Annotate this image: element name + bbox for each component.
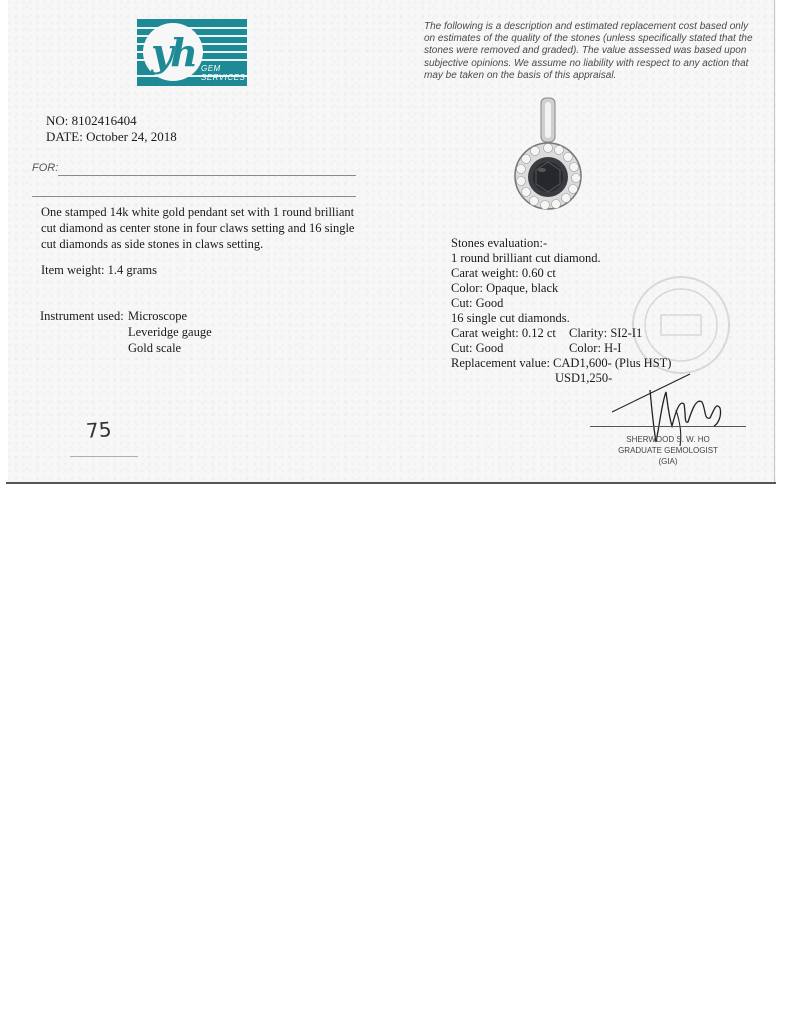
item-weight: Item weight: 1.4 grams bbox=[41, 263, 157, 277]
stones-heading: Stones evaluation:- bbox=[451, 236, 548, 250]
replacement-value-cad: CAD1,600- (Plus HST) bbox=[553, 356, 672, 370]
yh-gem-services-logo bbox=[137, 19, 247, 86]
handwritten-underline bbox=[70, 456, 138, 457]
replacement-value-usd: USD1,250- bbox=[555, 371, 613, 385]
center-stone-carat: Carat weight: 0.60 ct bbox=[451, 266, 556, 280]
side-stones-color: Color: H-I bbox=[569, 341, 622, 355]
center-stone-cut: Cut: Good bbox=[451, 296, 504, 310]
pendant-photo bbox=[508, 96, 588, 216]
side-stones-clarity: Clarity: SI2-I1 bbox=[569, 326, 643, 340]
center-stone-color: Color: Opaque, black bbox=[451, 281, 559, 295]
signer-credential: (GIA) bbox=[658, 457, 678, 466]
for-label: FOR: bbox=[32, 162, 59, 174]
instrument-item: Microscope bbox=[128, 309, 188, 323]
item-description: One stamped 14k white gold pendant set with 1 round brilliant cut diamond as center stone in four claws setting and 16 single cut diamonds as side stones in claws setting. bbox=[41, 205, 355, 251]
logo-monogram: yh bbox=[143, 23, 203, 81]
signature-line bbox=[590, 426, 746, 427]
handwritten-note: 75 bbox=[85, 417, 113, 443]
replacement-label: Replacement value: bbox=[451, 356, 550, 370]
disclaimer-text: The following is a description and estimated replacement cost based only on estimates of the quality of the stones (unless specifically stated that the stones were removed and graded). The value assessed was based upon subjective opinions. We assume no liability with respect to any action that may be taken on the basis of this appraisal. bbox=[424, 21, 753, 81]
certificate-date: DATE: October 24, 2018 bbox=[46, 129, 177, 144]
for-line-second bbox=[32, 196, 356, 197]
instrument-item: Leveridge gauge bbox=[128, 325, 212, 339]
side-stones-cut: Cut: Good bbox=[451, 341, 504, 355]
certificate-number: NO: 8102416404 bbox=[46, 113, 137, 128]
center-stone-line: 1 round brilliant cut diamond. bbox=[451, 251, 601, 265]
instrument-item: Gold scale bbox=[128, 341, 182, 355]
instruments-list bbox=[40, 308, 260, 356]
for-line bbox=[58, 175, 356, 176]
side-stones-line: 16 single cut diamonds. bbox=[451, 311, 570, 325]
card-bottom-edge bbox=[6, 482, 776, 484]
signer-name: SHERWOOD S. W. HO bbox=[626, 435, 710, 444]
side-stones-carat: Carat weight: 0.12 ct bbox=[451, 326, 556, 340]
signer-title: GRADUATE GEMOLOGIST bbox=[618, 446, 718, 455]
logo-subtitle: GEM SERVICES bbox=[201, 64, 246, 82]
card-edge bbox=[774, 0, 775, 484]
instrument-label: Instrument used: bbox=[40, 309, 124, 323]
signer-block bbox=[600, 434, 736, 467]
